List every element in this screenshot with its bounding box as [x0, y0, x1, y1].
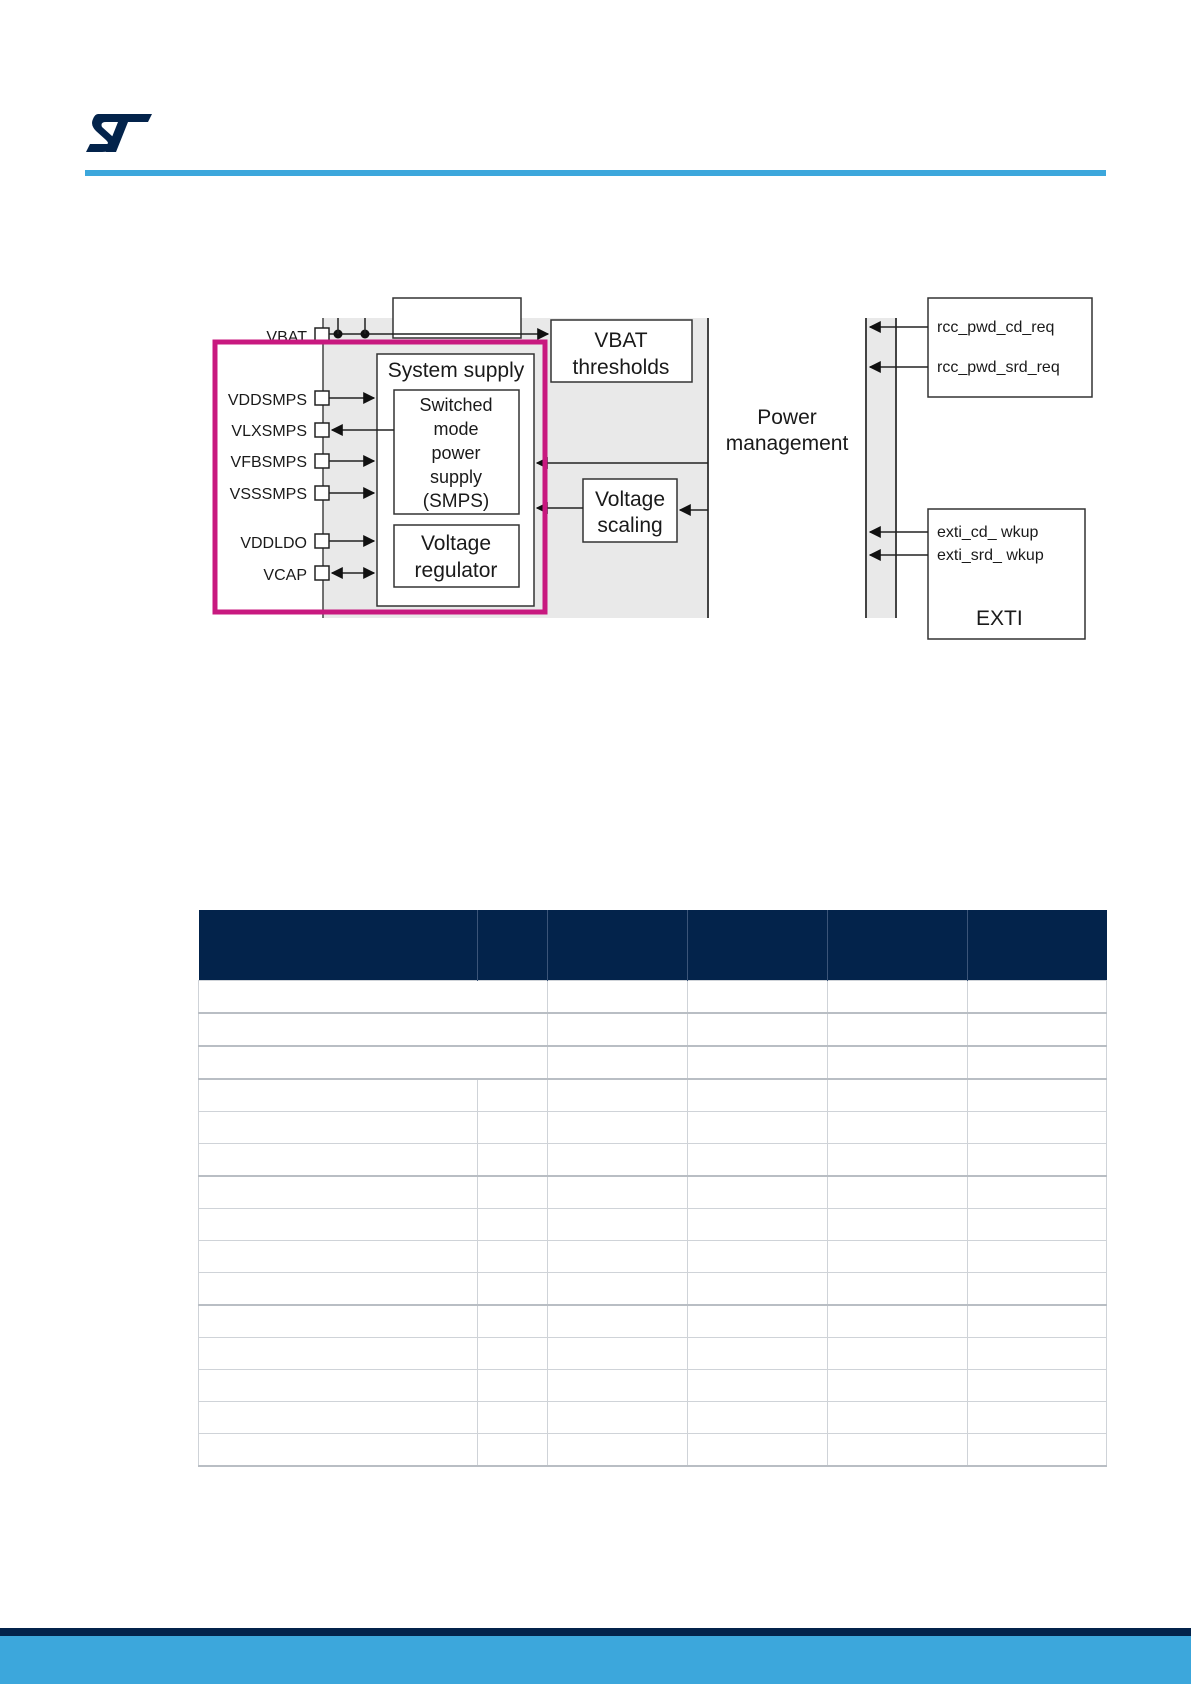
pin-label-vcap: VCAP	[263, 567, 307, 584]
system-supply-title: System supply	[387, 359, 525, 382]
rcc-signal-1: rcc_pwd_cd_req	[937, 319, 1055, 336]
smps-line-2: mode	[433, 419, 479, 439]
pm-line-1: Power	[757, 406, 817, 429]
table-row	[199, 1144, 1107, 1177]
exti-signal-1: exti_cd_ wkup	[937, 524, 1039, 541]
spec-table	[198, 910, 1107, 1467]
regulator-line-2: regulator	[414, 559, 498, 582]
table-header-cell	[199, 910, 478, 981]
table-row	[199, 1273, 1107, 1306]
regulator-line-1: Voltage	[420, 532, 492, 555]
power-supply-diagram	[208, 318, 1094, 630]
exti-label: EXTI	[976, 607, 1023, 630]
table-header-cell	[688, 910, 828, 981]
exti-signal-2: exti_srd_ wkup	[937, 547, 1044, 564]
table-row	[199, 1305, 1107, 1338]
smps-line-4: supply	[429, 467, 483, 487]
table-row	[199, 1013, 1107, 1046]
table-row	[199, 1046, 1107, 1079]
pin-label-vlxsmps: VLXSMPS	[231, 423, 307, 440]
table-row	[199, 1176, 1107, 1209]
footer-band	[0, 1628, 1191, 1684]
table-row	[199, 1338, 1107, 1370]
smps-line-3: power	[431, 443, 481, 463]
table-header-cell	[478, 910, 548, 981]
table-row	[199, 1402, 1107, 1434]
smps-line-1: Switched	[419, 395, 493, 415]
pin-label-vfbsmps: VFBSMPS	[230, 454, 307, 471]
table-row	[199, 1079, 1107, 1112]
st-logo-icon	[84, 112, 154, 154]
pin-label-vddldo: VDDLDO	[240, 535, 307, 552]
header-rule	[85, 170, 1106, 176]
table-row	[199, 1434, 1107, 1467]
pm-line-2: management	[725, 432, 849, 455]
scaling-line-2: scaling	[597, 514, 663, 537]
smps-line-5: (SMPS)	[422, 491, 490, 512]
table-row	[199, 1209, 1107, 1241]
table-row	[199, 1241, 1107, 1273]
table-header-cell	[828, 910, 968, 981]
table-row	[199, 1112, 1107, 1144]
pin-label-vbat: VBAT	[266, 329, 307, 346]
vbat-box-line-2: thresholds	[572, 356, 670, 379]
table-row	[199, 981, 1107, 1014]
scaling-line-1: Voltage	[594, 488, 666, 511]
table-header-cell	[548, 910, 688, 981]
pin-label-vsssmps: VSSSMPS	[229, 486, 307, 503]
rcc-signal-2: rcc_pwd_srd_req	[937, 359, 1060, 376]
table-row	[199, 1370, 1107, 1402]
table-header-cell	[968, 910, 1107, 981]
pin-label-vddsmps: VDDSMPS	[227, 392, 307, 409]
table-header-row	[199, 910, 1107, 981]
vbat-box-line-1: VBAT	[594, 329, 648, 352]
